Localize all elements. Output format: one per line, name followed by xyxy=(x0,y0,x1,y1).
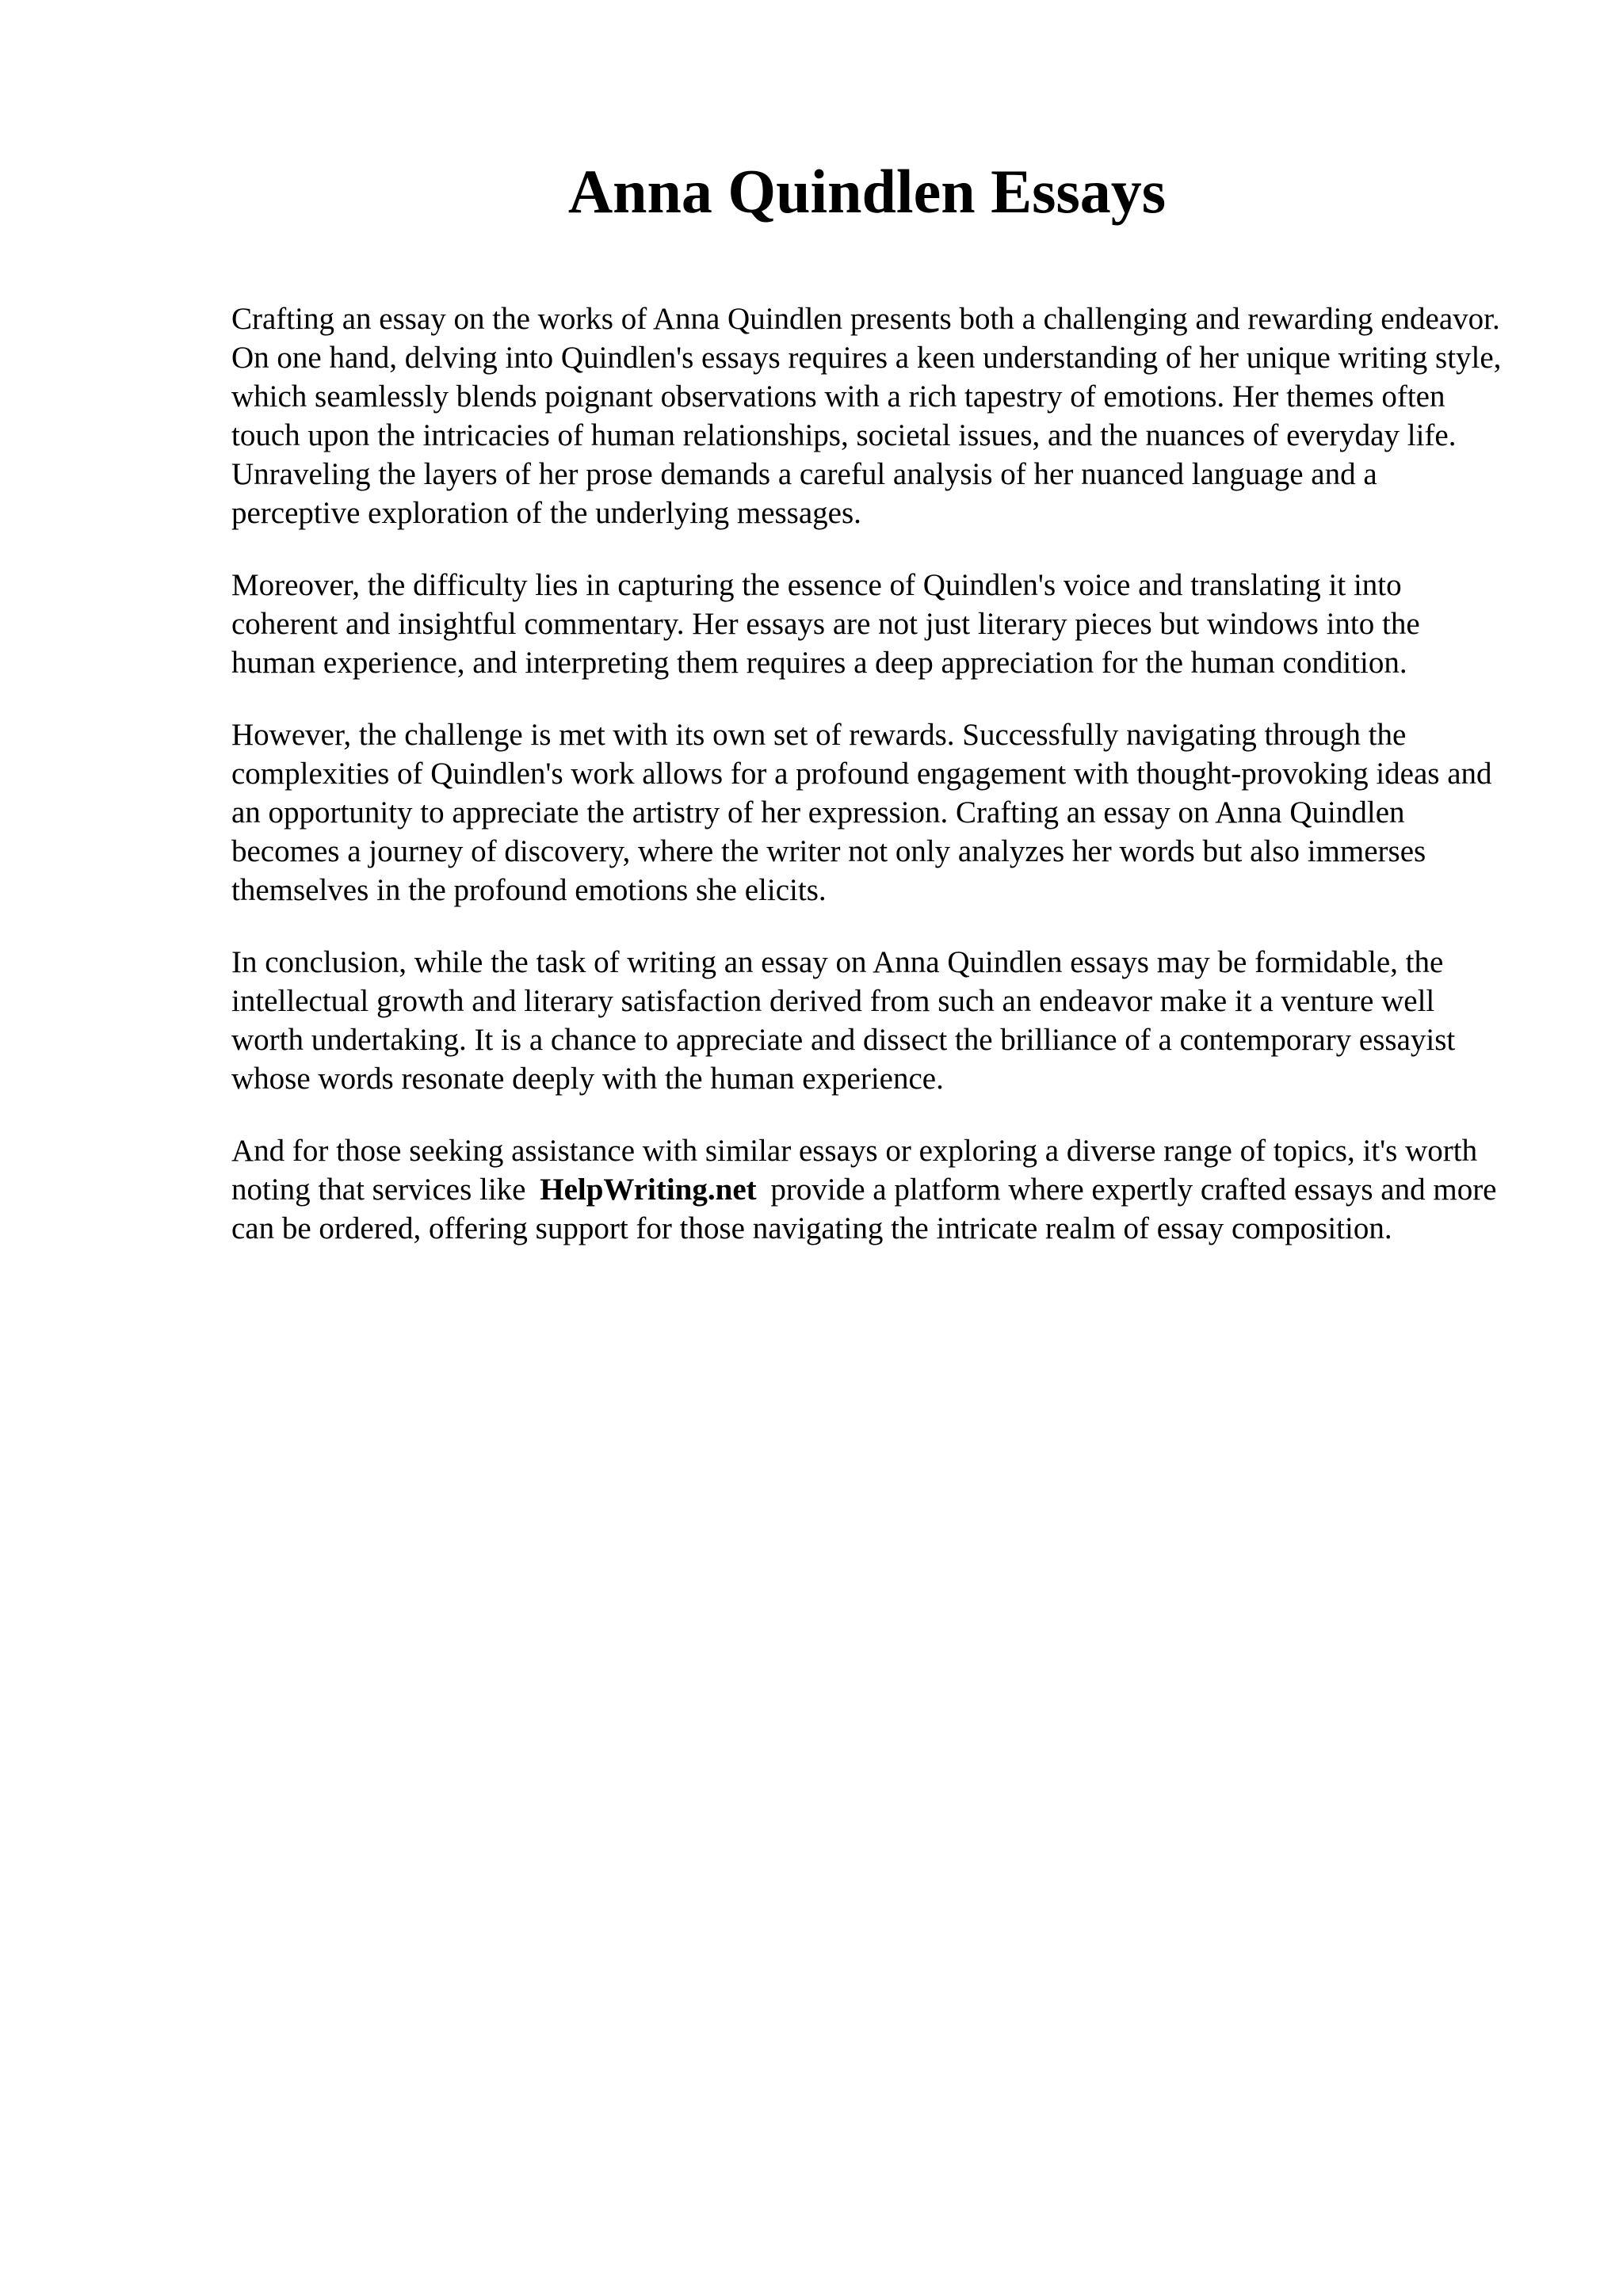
paragraph-4: In conclusion, while the task of writing an essay on Anna Quindlen essays may be formidable, the intellectual growth and literary satisfaction derived from such an endeavor make it a venture well worth undertaking. It is a chance to appreciate and dissect the brilliance of a contemporary essayist whose words resonate deeply with the human experience. xyxy=(231,945,1456,1096)
paragraph-5 xyxy=(231,1131,1509,1248)
closing-text-after: provide a platform where expertly crafted essays and more can be ordered, offering support for those navigating the intricate realm of essay composition. xyxy=(231,1173,1497,1245)
paragraph-1: Crafting an essay on the works of Anna Quindlen presents both a challenging and rewarding endeavor. On one hand, delving into Quindlen's essays requires a keen understanding of her unique writing style, which seamlessly blends poignant observations with a rich tapestry of emotions. Her themes often touch upon the intricacies of human relationships, societal issues, and the nuances of everyday life. Unraveling the layers of her prose demands a careful analysis of her nuanced language and a perceptive exploration of the underlying messages. xyxy=(231,302,1502,530)
paragraph-3: However, the challenge is met with its own set of rewards. Successfully navigating through the complexities of Quindlen's work allows for a profound engagement with thought-provoking ideas and an opportunity to appreciate the artistry of her expression. Crafting an essay on Anna Quindlen becomes a journey of discovery, where the writer not only analyzes her words but also immerses themselves in the profound emotions she elicits. xyxy=(231,718,1492,907)
paragraph-2: Moreover, the difficulty lies in capturing the essence of Quindlen's voice and translating it into coherent and insightful commentary. Her essays are not just literary pieces but windows into the human experience, and interpreting them requires a deep appreciation for the human condition. xyxy=(231,568,1420,680)
helpwriting-link[interactable]: HelpWriting.net xyxy=(540,1173,757,1207)
document-title: Anna Quindlen Essays xyxy=(567,157,1167,226)
closing-text-before: And for those seeking assistance with similar essays or exploring a diverse range of topics, it's worth noting that services like xyxy=(231,1134,1478,1207)
document-body xyxy=(231,299,1509,1281)
